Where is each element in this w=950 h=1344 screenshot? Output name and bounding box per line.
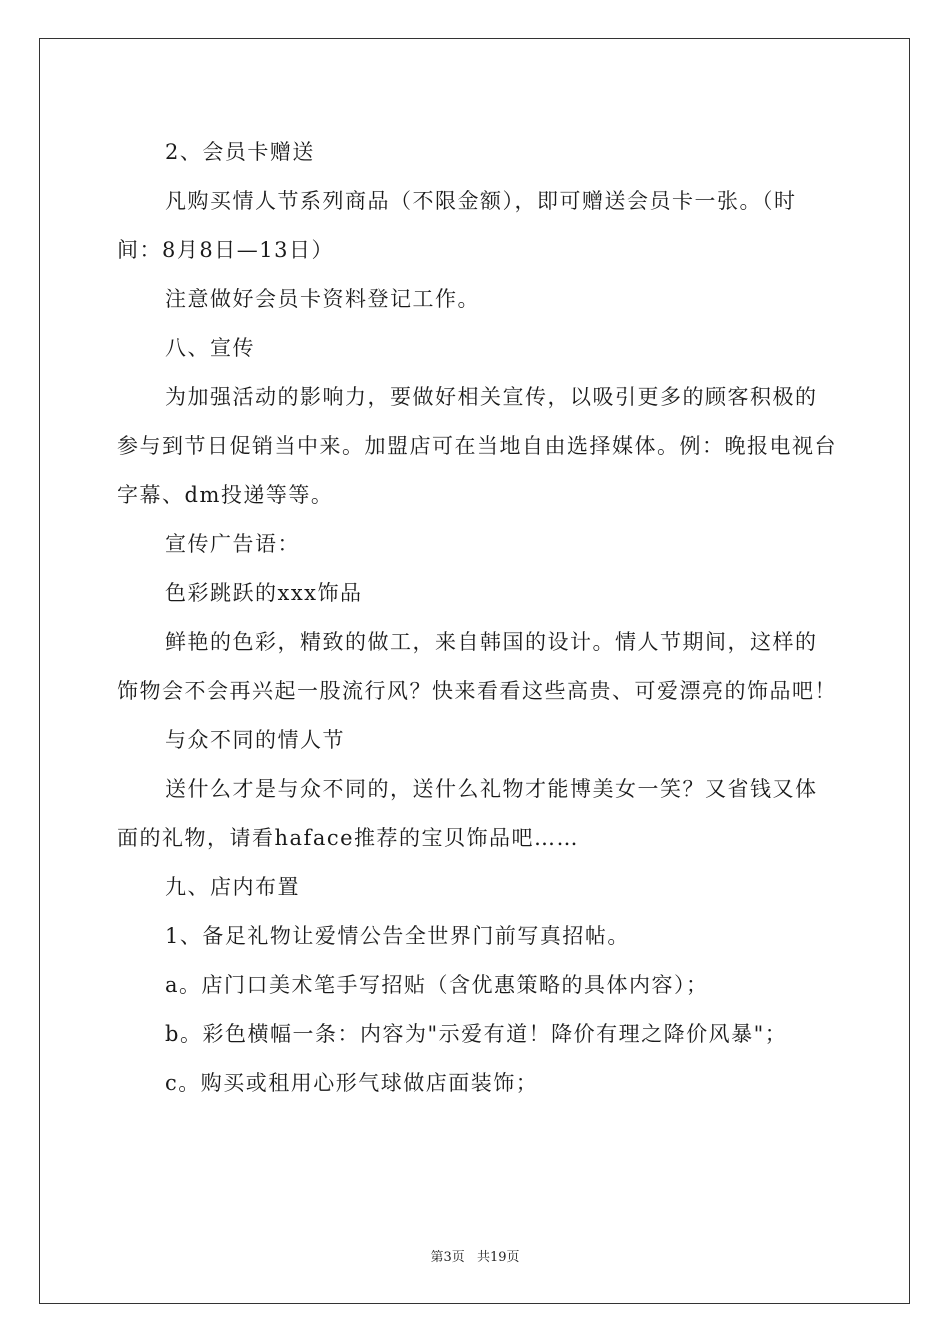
paragraph-promotion: 为加强活动的影响力，要做好相关宣传，以吸引更多的顾客积极的参与到节日促销当中来。加盟店可在当地自由选择媒体。例：晚报电视台字幕、dm投递等等。 xyxy=(117,385,837,507)
list-item-b: b。彩色横幅一条：内容为"示爱有道！降价有理之降价风暴"； xyxy=(165,1022,788,1046)
subheading-member-card: 2、会员卡赠送 xyxy=(165,140,315,164)
list-item-c: c。购买或租用心形气球做店面装饰； xyxy=(165,1071,539,1095)
paragraph-member-card-note: 注意做好会员卡资料登记工作。 xyxy=(165,287,480,311)
section-heading-store-layout: 九、店内布置 xyxy=(165,875,300,899)
page-footer xyxy=(0,1246,950,1265)
paragraph-member-card-offer: 凡购买情人节系列商品（不限金额），即可赠送会员卡一张。（时间：8月8日—13日） xyxy=(117,189,797,262)
slogan-title-1: 色彩跳跃的xxx饰品 xyxy=(165,581,363,605)
label-slogans: 宣传广告语： xyxy=(165,532,300,556)
section-heading-promotion: 八、宣传 xyxy=(165,336,255,360)
subheading-gifts-poster: 1、备足礼物让爱情公告全世界门前写真招帖。 xyxy=(165,924,630,948)
list-item-a: a。店门口美术笔手写招贴（含优惠策略的具体内容）； xyxy=(165,973,709,997)
page-number: 第3页 xyxy=(430,1250,465,1265)
total-pages: 共19页 xyxy=(476,1250,520,1265)
slogan-body-2: 送什么才是与众不同的，送什么礼物才能博美女一笑？又省钱又体面的礼物，请看haface推荐的宝贝饰品吧…… xyxy=(117,777,818,850)
document-body xyxy=(117,128,837,1108)
slogan-body-1: 鲜艳的色彩，精致的做工，来自韩国的设计。情人节期间，这样的饰物会不会再兴起一股流行风？快来看看这些高贵、可爱漂亮的饰品吧！ xyxy=(117,630,837,703)
slogan-title-2: 与众不同的情人节 xyxy=(165,728,345,752)
